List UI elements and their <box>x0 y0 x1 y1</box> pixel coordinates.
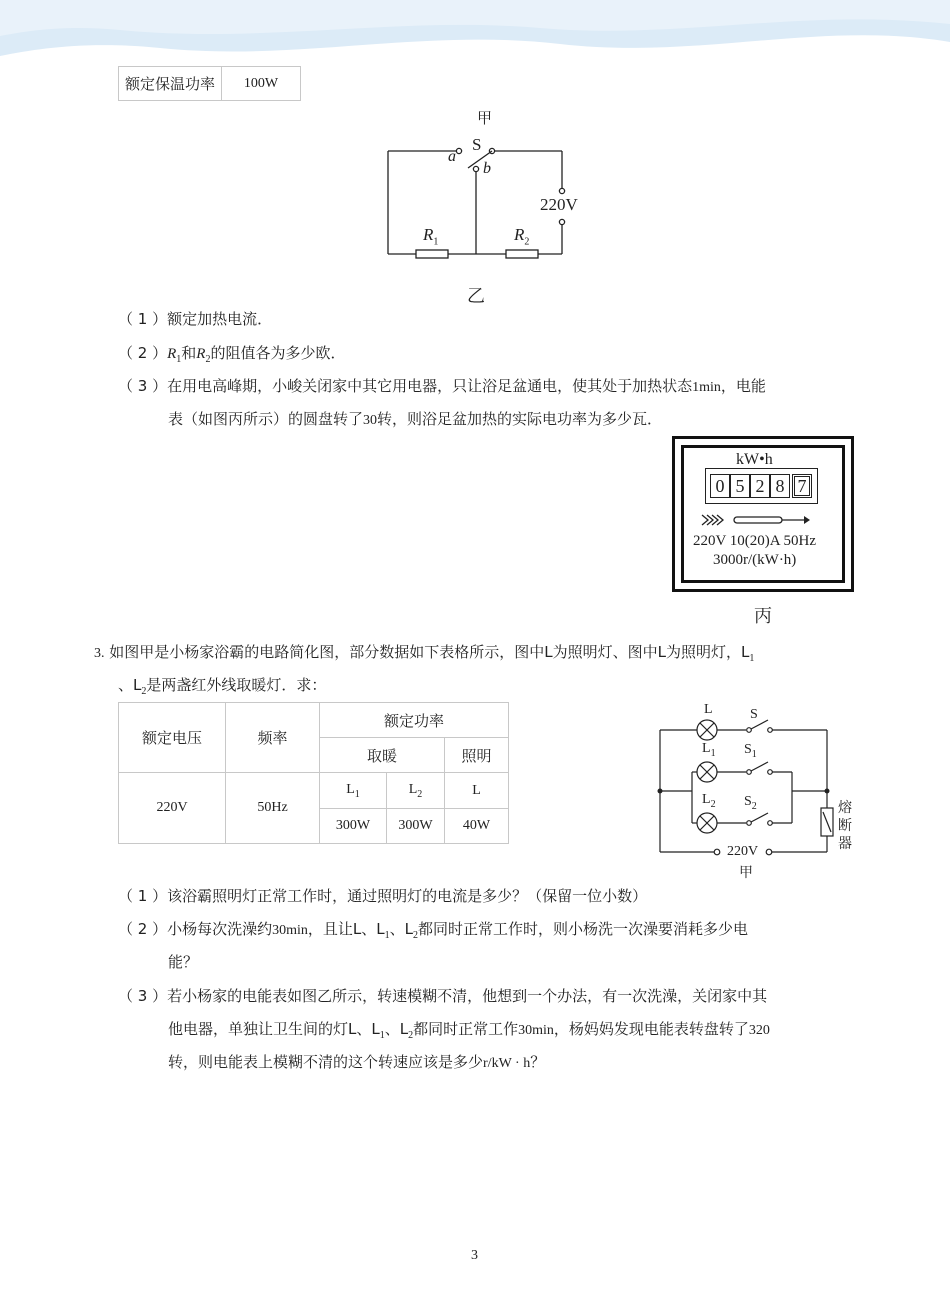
q2-part-3-line1: （ 3 ）在用电高峰期，小峻关闭家中其它用电器，只让浴足盆通电，使其处于加热状态1min，电能 <box>118 377 766 395</box>
cell-l-power: 40W <box>445 809 509 844</box>
figure-bing-caption: 丙 <box>754 606 772 627</box>
meter-digit: 5 <box>730 474 750 498</box>
meter-digit: 2 <box>750 474 770 498</box>
voltage-220v-label: 220V <box>540 195 578 214</box>
circuit-jia-caption: 甲 <box>739 865 753 881</box>
rated-keep-warm-value: 100W <box>222 67 301 101</box>
figure-yi-caption: 乙 <box>467 286 485 307</box>
q3-part-3-line2: 他电器，单独让卫生间的灯L、$L_1$、$L_2$都同时正常工作30min，杨妈妈发现电能表转盘转了320 <box>168 1020 770 1041</box>
resistor-r1-label: $R_1$ <box>423 225 439 248</box>
q2-part-3-line2: 表（如图丙所示）的圆盘转了30转，则浴足盆加热的实际电功率为多少瓦． <box>168 410 663 428</box>
meter-spec-2: 3000r/(kW·h) <box>713 552 797 568</box>
meter-digit-window <box>705 468 818 504</box>
cell-l2-label: $L_2$ <box>387 773 445 809</box>
meter-unit-label: kW•h <box>736 451 773 468</box>
header-heating: 取暖 <box>320 738 445 773</box>
cell-voltage: 220V <box>119 773 226 844</box>
cell-l-label: L <box>445 773 509 809</box>
contact-b-label: b <box>483 160 491 177</box>
q3-part-2-line2: 能？ <box>168 953 199 971</box>
q3-part-3-line3: 转，则电能表上模糊不清的这个转速应该是多少r/kW · h？ <box>168 1053 546 1071</box>
meter-disk-arrow-icon <box>700 512 812 528</box>
meter-spec-1: 220V 10(20)A 50Hz <box>693 533 817 549</box>
bath-heater-circuit-diagram <box>650 700 840 865</box>
header-lighting: 照明 <box>445 738 509 773</box>
switch-s1-label: $S_1$ <box>744 742 757 760</box>
figure-jia-label: 甲 <box>477 109 493 127</box>
lamp-l1-label: $L_1$ <box>702 741 716 759</box>
q3-part-1: （ 1 ）该浴霸照明灯正常工作时，通过照明灯的电流是多少？（保留一位小数） <box>118 887 648 905</box>
q3-part-2-line1: （ 2 ）小杨每次洗澡约30min，且让L、$L_1$、$L_2$都同时正常工作时，则小杨洗一次澡要消耗多少电 <box>118 920 748 941</box>
header-rated-power: 额定功率 <box>320 703 509 738</box>
q3-stem-line1: 3. 如图甲是小杨家浴霸的电路简化图，部分数据如下表格所示，图中L为照明灯、图中L为照明灯，$L_1$ <box>94 643 755 664</box>
q2-part-2: （ 2 ）$R_1$和$R_2$的阻值各为多少欧． <box>118 344 346 365</box>
q2-part-1: （ 1 ）额定加热电流． <box>118 310 273 328</box>
bath-heater-spec-table <box>118 702 509 844</box>
header-frequency: 频率 <box>226 703 320 773</box>
circuit-voltage-label: 220V <box>727 844 759 859</box>
switch-s-label: S <box>750 707 758 722</box>
lamp-l-label: L <box>704 702 713 717</box>
switch-s-label: S <box>472 135 482 154</box>
cell-l1-label: $L_1$ <box>320 773 387 809</box>
meter-digit: 8 <box>770 474 790 498</box>
q3-stem-line2: 、$L_2$是两盏红外线取暖灯．求： <box>118 676 327 697</box>
cell-l1-power: 300W <box>320 809 387 844</box>
q3-part-3-line1: （ 3 ）若小杨家的电能表如图乙所示，转速模糊不清，他想到一个办法，有一次洗澡，关闭家中其 <box>118 987 768 1005</box>
fuse-label: 熔 断 器 <box>838 800 852 852</box>
meter-digit-decimal: 7 <box>792 474 812 498</box>
resistor-r2-label: $R_2$ <box>514 225 530 248</box>
rated-power-table-fragment <box>118 66 301 101</box>
header-rated-voltage: 额定电压 <box>119 703 226 773</box>
header-wave-decoration <box>0 0 950 70</box>
contact-a-label: a <box>448 148 456 165</box>
page-number: 3 <box>471 1248 478 1263</box>
rated-keep-warm-label: 额定保温功率 <box>119 67 222 101</box>
cell-frequency: 50Hz <box>226 773 320 844</box>
switch-s2-label: $S_2$ <box>744 794 757 812</box>
lamp-l2-label: $L_2$ <box>702 792 716 810</box>
meter-digit: 0 <box>710 474 730 498</box>
cell-l2-power: 300W <box>387 809 445 844</box>
